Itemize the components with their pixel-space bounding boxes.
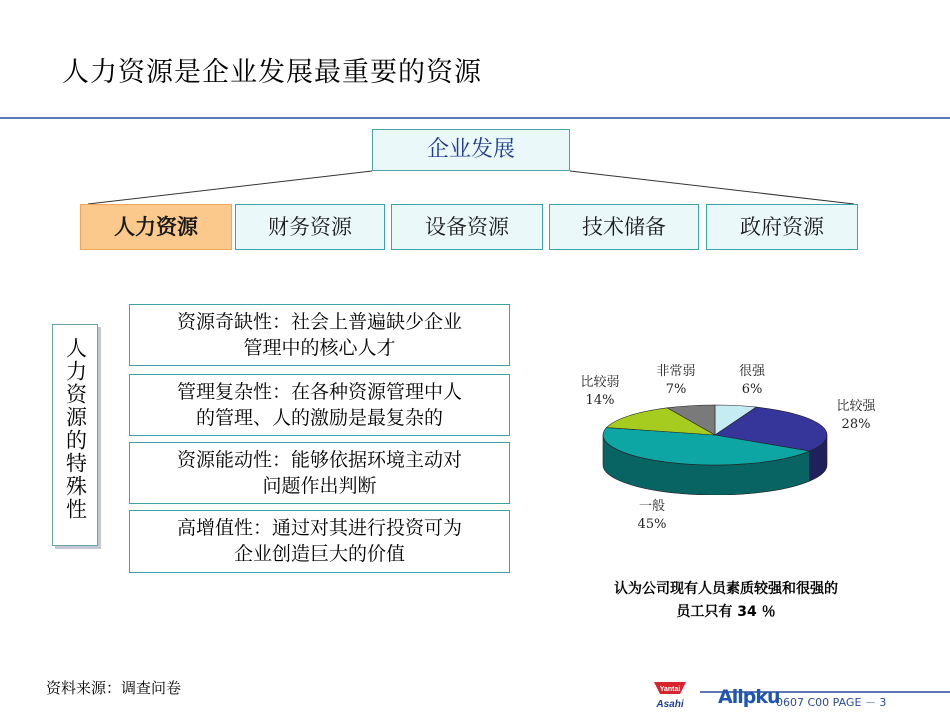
slice-name: 很强 <box>738 364 765 379</box>
pie-label-very-weak <box>648 363 704 399</box>
slice-name: 比较弱 <box>580 375 620 390</box>
page-title: 人力资源是企业发展最重要的资源 <box>62 57 482 88</box>
feature-line: 资源能动性：能够依据环境主动对 <box>176 449 462 471</box>
pie-chart <box>590 395 840 495</box>
feature-line: 问题作出判断 <box>262 475 377 497</box>
feature-line: 高增值性：通过对其进行投资可为 <box>176 517 462 539</box>
feature-box-complexity <box>129 374 510 436</box>
pie-label-weak <box>570 374 630 410</box>
feature-box-scarcity <box>129 304 510 366</box>
slice-value: 14% <box>585 393 615 408</box>
resource-box-finance: 财务资源 <box>235 204 385 250</box>
slice-name: 一般 <box>638 499 665 514</box>
feature-box-value-added <box>129 510 510 573</box>
logo-top-text: Yantai <box>659 686 681 693</box>
vertical-label-box <box>52 324 98 546</box>
feature-box-initiative <box>129 442 510 504</box>
source-note: 资料来源：调查问卷 <box>46 679 182 697</box>
caption-line: 员工只有 34 ％ <box>676 604 776 620</box>
pie-label-strong <box>826 398 886 434</box>
feature-line: 的管理、人的激励是最复杂的 <box>195 407 443 429</box>
feature-line: 企业创造巨大的价值 <box>233 543 405 565</box>
resource-box-government: 政府资源 <box>706 204 858 250</box>
pie-label-average <box>622 498 682 534</box>
vertical-label: 人力资源的特殊性 <box>63 337 88 521</box>
page-number: 0607 C00 PAGE － 3 <box>776 696 887 709</box>
slice-name: 比较强 <box>836 399 876 414</box>
feature-line: 管理复杂性：在各种资源管理中人 <box>176 381 462 403</box>
feature-line: 资源奇缺性：社会上普遍缺少企业 <box>176 311 462 333</box>
logo-bottom-text: Asahi <box>656 699 684 710</box>
feature-line: 管理中的核心人才 <box>243 337 396 359</box>
resource-box-human: 人力资源 <box>80 204 232 250</box>
chart-caption <box>556 578 896 624</box>
resource-box-equipment: 设备资源 <box>391 204 543 250</box>
enterprise-development-box: 企业发展 <box>372 129 570 171</box>
slice-value: 45% <box>637 517 667 532</box>
connector-left <box>88 171 372 204</box>
connector-right <box>570 171 854 204</box>
resource-box-technology: 技术储备 <box>549 204 699 250</box>
slice-value: 6% <box>741 382 763 397</box>
pie-label-very-strong <box>724 363 780 399</box>
slice-value: 7% <box>665 382 687 397</box>
yantai-asahi-logo <box>650 676 690 710</box>
caption-line: 认为公司现有人员素质较强和很强的 <box>614 581 838 597</box>
brand-logo: Allpku <box>718 686 780 708</box>
slice-value: 28% <box>841 417 871 432</box>
slice-name: 非常弱 <box>656 364 696 379</box>
